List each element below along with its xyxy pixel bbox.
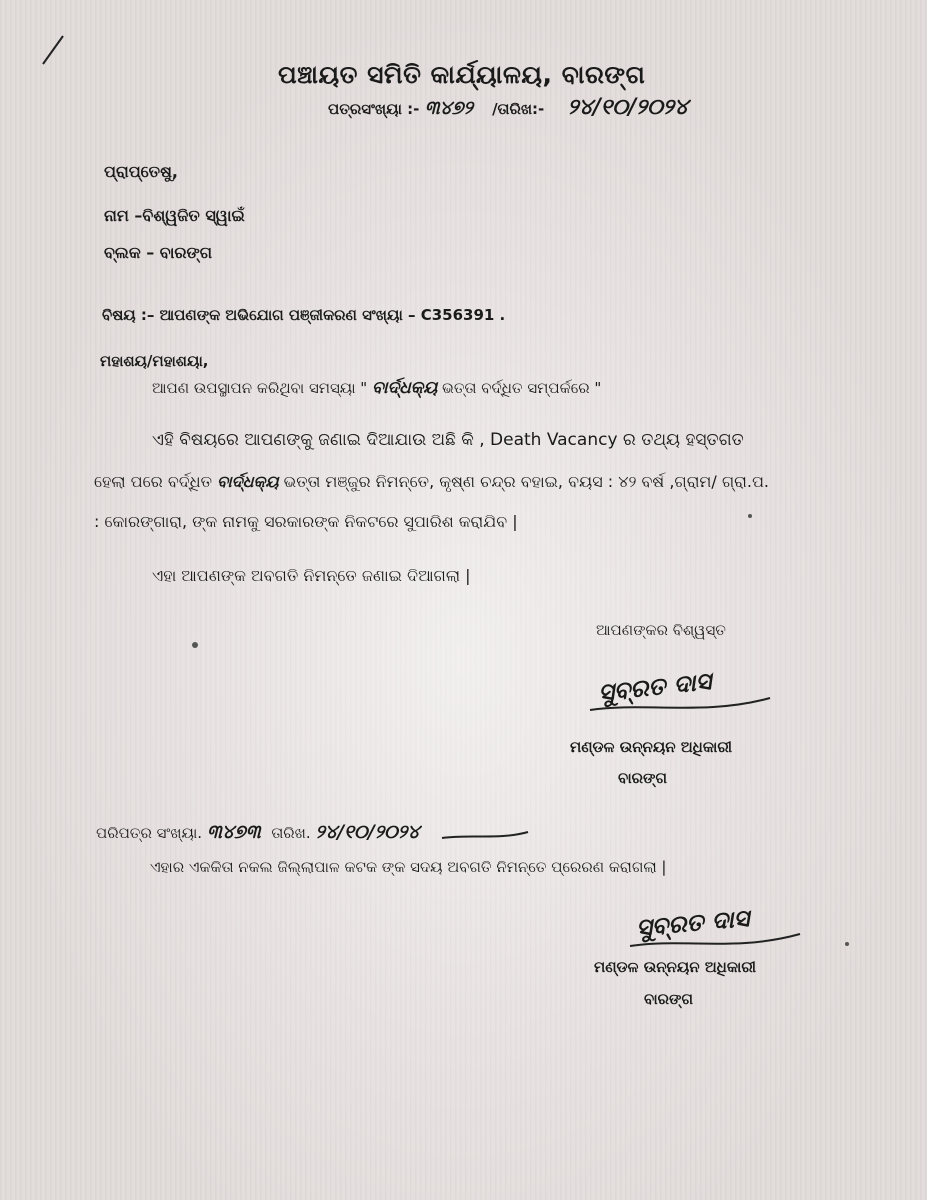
signature-underline-1-icon	[585, 690, 775, 720]
handwritten-word-1: ବାର୍ଦ୍ଧକ୍ୟ	[371, 378, 438, 398]
to-label: ପ୍ରାପ୍ତେଷୁ,	[104, 162, 178, 181]
memo-date-label: ତାରିଖ.	[271, 824, 311, 842]
subject-line: ବିଷୟ :– ଆପଣଙ୍କ ଅଭିଯୋଗ ପଞ୍ଜୀକରଣ ସଂଖ୍ୟା – C356391 .	[102, 306, 506, 324]
body-para-2-line-2-end: ଭତ୍ତା ମଞ୍ଜୁର ନିମନ୍ତେ, କୃଷ୍ଣ ଚନ୍ଦ୍ର ବହାଇ, ବୟସ : ୪୨ ବର୍ଷ ,ଗ୍ରାମ/ ଗ୍ରା.ପ.	[283, 472, 770, 491]
scan-speck	[845, 942, 849, 946]
signature-2: ସୁବ୍ରତ ଦାସ	[634, 903, 751, 942]
body-para-2-line-1: ଏହି ବିଷୟରେ ଆପଣଙ୍କୁ ଜଣାଇ ଦିଆଯାଉ ଅଛି କି , Death Vacancy ର ତଥ୍ୟ ହସ୍ତଗତ	[152, 430, 744, 450]
endorsement-designation: ମଣ୍ଡଳ ଉନ୍ନୟନ ଅଧିକାରୀ	[594, 958, 756, 976]
signature-underline-2-icon	[625, 928, 805, 956]
body-para-2-line-2-start: ହେଲା ପରେ ବର୍ଦ୍ଧିତ	[94, 472, 212, 491]
pen-mark-icon	[38, 32, 68, 68]
body-para-2-line-3: : କୋରଙ୍ଗାରା, ଙ୍କ ନାମକୁ ସରକାରଙ୍କ ନିକଟରେ ସୁପାରିଶ କରାଯିବ |	[94, 512, 518, 531]
letter-no-value: ୩୪୭୨	[424, 97, 473, 119]
closing-designation: ମଣ୍ଡଳ ଉନ୍ନୟନ ଅଧିକାରୀ	[570, 738, 732, 756]
endorsement-memo-line	[96, 821, 419, 843]
date-strike-icon	[440, 826, 530, 848]
recipient-block: ବ୍ଲକ – ବାରଙ୍ଗ	[104, 243, 213, 262]
memo-label: ପରିପତ୍ର ସଂଖ୍ୟା.	[96, 824, 203, 842]
scan-speck	[748, 514, 752, 518]
body-line-1-end: ଭତ୍ତା ବର୍ଦ୍ଧିତ ସମ୍ପର୍କରେ "	[442, 379, 602, 397]
body-para-2-line-2	[94, 472, 769, 492]
reference-line	[328, 94, 688, 120]
letter-no-label: ପତ୍ରସଂଖ୍ୟା :-	[328, 100, 420, 118]
body-para-3: ଏହା ଆପଣଙ୍କ ଅବଗତି ନିମନ୍ତେ ଜଣାଇ ଦିଆଗଲା |	[152, 566, 471, 585]
body-line-1	[152, 378, 601, 398]
office-heading: ପଞ୍ଚାୟତ ସମିତି କାର୍ଯ୍ୟାଳୟ, ବାରଙ୍ଗ	[278, 60, 646, 89]
scan-speck	[192, 642, 198, 648]
memo-date: ୨୪/୧୦/୨୦୨୪	[315, 821, 420, 843]
body-line-1-start: ଆପଣ ଉପସ୍ଥାପନ କରିଥିବା ସମସ୍ୟା "	[152, 379, 368, 397]
salutation: ମହାଶୟ/ମହାଶୟା,	[100, 352, 209, 370]
handwritten-word-2: ବାର୍ଦ୍ଧକ୍ୟ	[217, 472, 279, 491]
endorsement-copy-text: ଏହାର ଏକକିତା ନକଲ ଜିଲ୍ଲାପାଳ କଟକ ଙ୍କ ସଦୟ ଅବଗତି ନିମନ୍ତେ ପ୍ରେରଣ କରାଗଲା |	[150, 858, 667, 876]
signature-1: ସୁବ୍ରତ ଦାସ	[596, 666, 713, 707]
recipient-name: ନାମ –ବିଶ୍ୱଜିତ ସ୍ୱାଇଁ	[104, 206, 245, 225]
date-label: /ତାରିଖ:-	[492, 100, 545, 118]
date-value: ୨୪/୧୦/୨୦୨୪	[567, 94, 688, 120]
memo-no: ୩୪୭୩	[206, 821, 261, 843]
closing-place: ବାରଙ୍ଗ	[618, 769, 667, 787]
endorsement-place: ବାରଙ୍ଗ	[644, 990, 693, 1008]
closing-yours: ଆପଣଙ୍କର ବିଶ୍ୱସ୍ତ	[596, 621, 726, 639]
